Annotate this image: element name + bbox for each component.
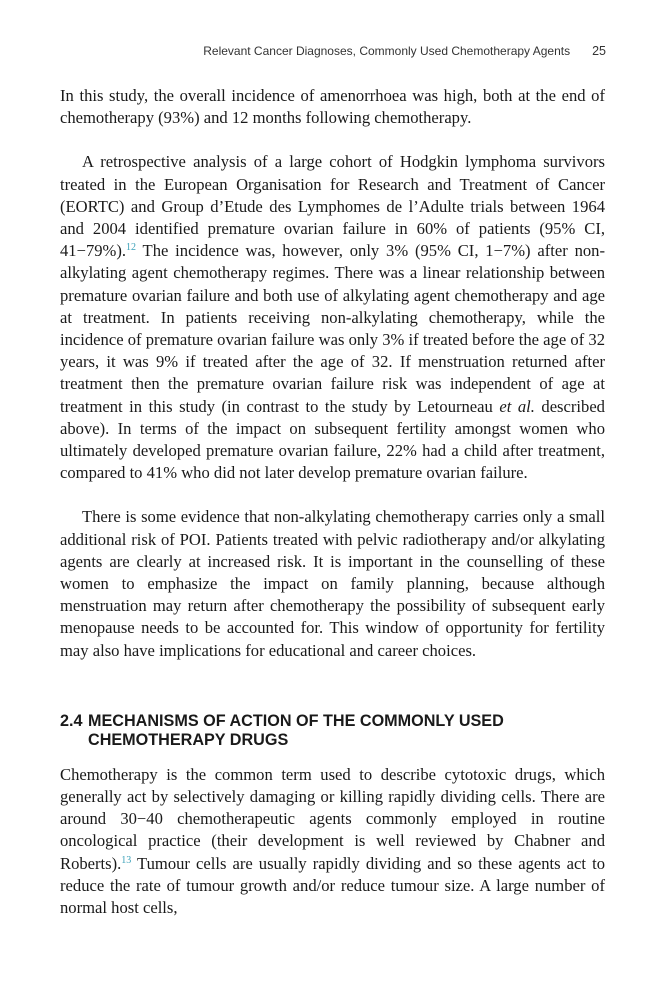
reference-link[interactable]: 12 (126, 242, 137, 254)
page-number: 25 (592, 44, 606, 58)
running-head-title: Relevant Cancer Diagnoses, Commonly Used Chemotherapy Agents (203, 44, 571, 58)
paragraph-text: Chemotherapy is the common term used to describe cytotoxic drugs, which generally act by selectively damaging or killing rapidly dividing cells. There are around 30−40 chemotherapeutic agents commonly employed in routine oncological practice (their development is well reviewed by Chabner and Roberts). (60, 764, 605, 873)
section-heading (60, 712, 605, 750)
running-head (60, 44, 606, 58)
paragraph-text: The incidence was, however, only 3% (95% CI, 1−7%) after non-alkylating agent chemotherapy regimes. There was a linear relationship between premature ovarian failure and both use of alkylating agent chemotherapy and age at treatment. In patients receiving non-alkylating chemotherapy, while the incidence of premature ovarian failure was only 3% if treated before the age of 32 years, it was 9% if treated after the age of 32. If menstruation returned after treatment then the premature ovarian failure risk was independent of age at treatment in this study (in contrast to the study by Letourneau (60, 241, 605, 416)
page-body (60, 85, 605, 919)
paragraph-text: There is some evidence that non-alkylating chemotherapy carries only a small additional risk of POI. Patients treated with pelvic radiotherapy and/or alkylating agents are clearly at increased risk. It is important in the counselling of these women to emphasize the impact on family planning, because although menstruation may return after chemotherapy the possibility of subsequent early menopause needs to be accounted for. This window of opportunity for fertility may also have implications for educational and career choices. (60, 507, 605, 660)
paragraph-amenorrhoea-incidence (60, 85, 605, 129)
paragraph-text: A retrospective analysis of a large cohort of Hodgkin lymphoma survivors treated in the European Organisation for Research and Treatment of Cancer (EORTC) and Group d’Etude des Lymphomes de l’Adulte trials between 1964 and 2004 identified premature ovarian failure in 60% of patients (95% CI, 41−79%). (60, 152, 605, 261)
paragraph-poi-risk (60, 506, 605, 661)
paragraph-text: described above). In terms of the impact on subsequent fertility amongst women who ultimately developed premature ovarian failure, 22% had a child after treatment, compared to 41% who did not later develop premature ovarian failure. (60, 396, 605, 483)
paragraph-chemotherapy-definition (60, 764, 605, 919)
reference-link[interactable]: 13 (121, 854, 132, 866)
paragraph-text: In this study, the overall incidence of amenorrhoea was high, both at the end of chemotherapy (93%) and 12 months following chemotherapy. (60, 86, 605, 128)
section-number: 2.4 (60, 711, 83, 730)
section-title: MECHANISMS OF ACTION OF THE COMMONLY USED CHEMOTHERAPY DRUGS (88, 711, 504, 749)
paragraph-text: Tumour cells are usually rapidly dividing and so these agents act to reduce the rate of tumour growth and/or reduce tumour size. A large number of normal host cells, (60, 853, 605, 918)
paragraph-hodgkin-cohort (60, 151, 605, 484)
italic-text: et al. (499, 396, 535, 416)
